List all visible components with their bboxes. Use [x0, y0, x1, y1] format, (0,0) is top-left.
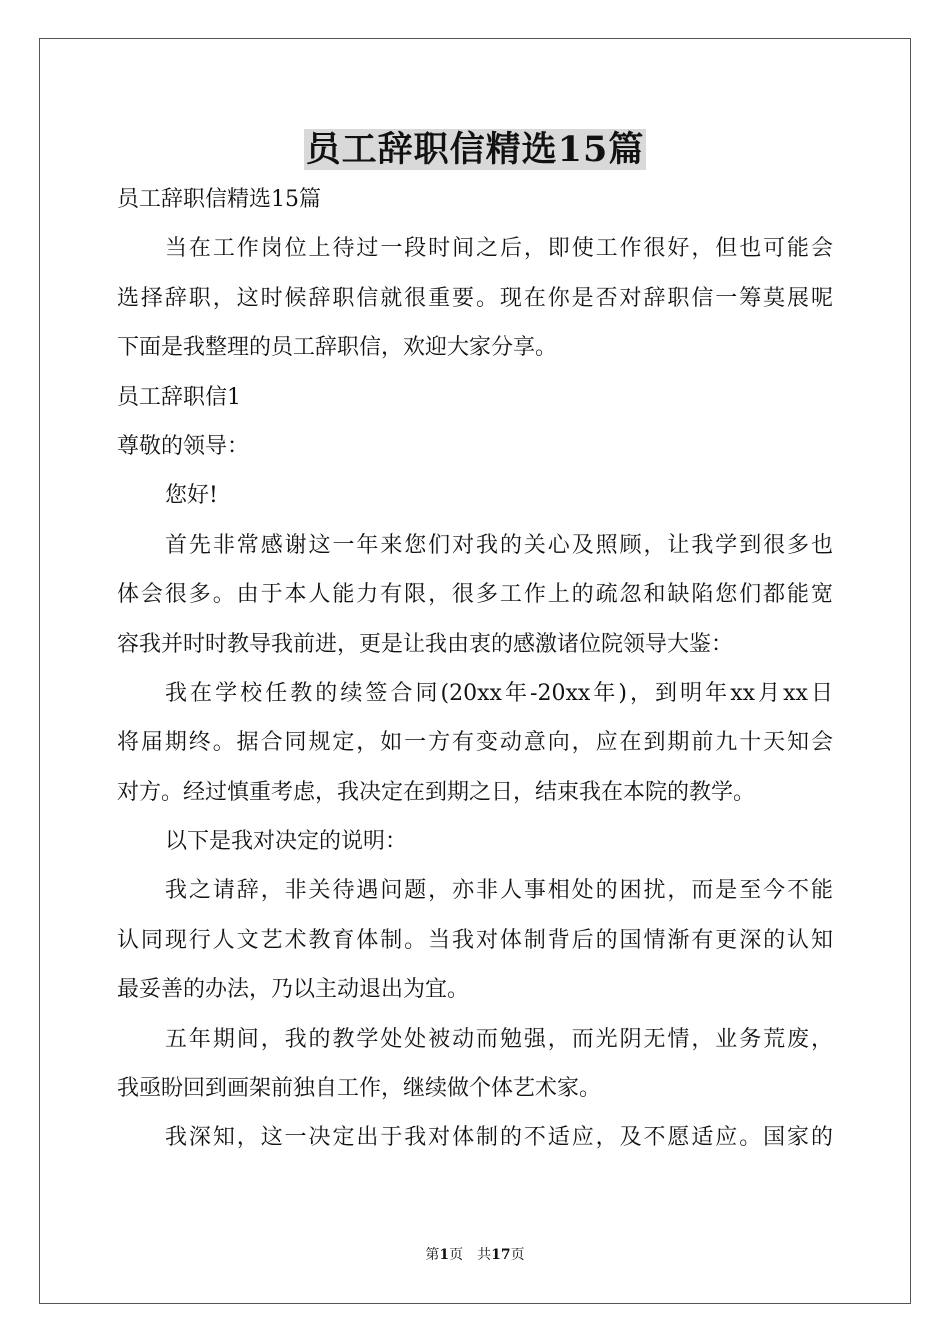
text-line: 当在工作岗位上待过一段时间之后，即使工作很好，但也可能会 [165, 236, 833, 262]
page-footer [0, 1245, 950, 1265]
text-line: 下面是我整理的员工辞职信，欢迎大家分享。 [117, 335, 558, 361]
text-line: 我亟盼回到画架前独自工作，继续做个体艺术家。 [117, 1076, 602, 1102]
footer-page-current: 1 [439, 1247, 450, 1263]
text-line: 首先非常感谢这一年来您们对我的关心及照顾，让我学到很多也 [165, 532, 833, 558]
text-line: 您好! [165, 483, 218, 509]
text-line: 我深知，这一决定出于我对体制的不适应，及不愿适应。国家的 [165, 1125, 833, 1151]
text-line: 体会很多。由于本人能力有限，很多工作上的疏忽和缺陷您们都能宽 [117, 582, 833, 608]
footer-total-prefix: 共 [477, 1247, 492, 1263]
text-line: 员工辞职信精选15篇 [117, 187, 321, 212]
text-line: 五年期间，我的教学处处被动而勉强，而光阴无情，业务荒废， [165, 1026, 833, 1052]
document-title-text: 员工辞职信精选15篇 [305, 129, 645, 170]
footer-total-unit: 页 [510, 1247, 525, 1263]
text-line: 最妥善的办法，乃以主动退出为宜。 [117, 977, 470, 1003]
text-line: 选择辞职，这时候辞职信就很重要。现在你是否对辞职信一筹莫展呢 [117, 285, 833, 311]
footer-page-prefix: 第 [425, 1247, 440, 1263]
footer-page-total: 17 [491, 1247, 511, 1263]
text-line: 认同现行人文艺术教育体制。当我对体制背后的国情渐有更深的认知 [117, 927, 833, 953]
text-line: 我之请辞，非关待遇问题，亦非人事相处的困扰，而是至今不能 [165, 878, 833, 904]
text-line: 对方。经过慎重考虑，我决定在到期之日，结束我在本院的教学。 [117, 779, 756, 805]
text-line: 将届期终。据合同规定，如一方有变动意向，应在到期前九十天知会 [117, 730, 833, 756]
text-line: 我在学校任教的续签合同(20xx年-20xx年)，到明年xx月xx日 [165, 680, 833, 706]
text-line: 以下是我对决定的说明： [165, 829, 408, 855]
text-line: 员工辞职信1 [117, 384, 241, 410]
document-title [0, 128, 950, 172]
footer-page-unit: 页 [449, 1247, 464, 1263]
text-line: 尊敬的领导： [117, 433, 250, 459]
text-line: 容我并时时教导我前进，更是让我由衷的感激诸位院领导大鉴： [117, 631, 734, 657]
document-body [117, 178, 833, 1166]
